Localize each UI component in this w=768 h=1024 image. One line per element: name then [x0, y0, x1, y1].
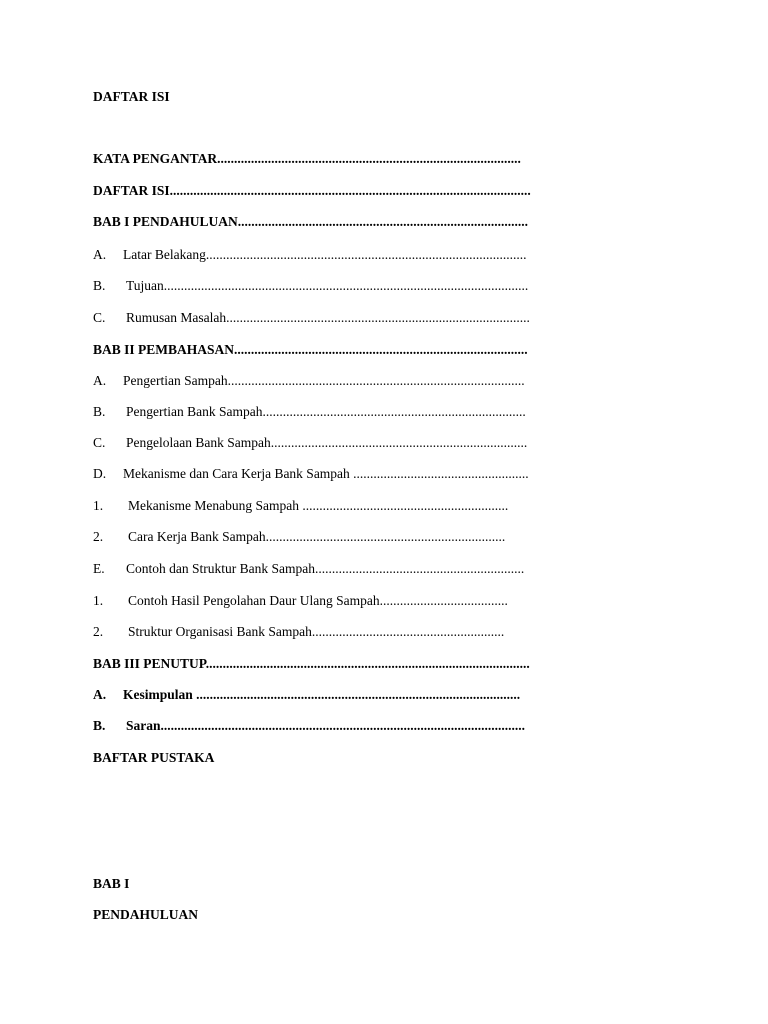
toc-entry-daftar-pustaka: [93, 749, 214, 767]
toc-entry-saran: [93, 717, 525, 735]
toc-entry-latar-belakang: [93, 246, 526, 264]
toc-entry-text: KATA PENGANTAR..........................................................................................: [93, 151, 521, 166]
toc-title: DAFTAR ISI: [93, 89, 170, 104]
chapter-number: BAB I: [93, 876, 130, 891]
toc-entry-text: BAFTAR PUSTAKA: [93, 750, 215, 765]
toc-entry-contoh-hasil-pengolahan: [93, 592, 508, 610]
toc-entry-text: Latar Belakang...............................................................................................: [123, 247, 527, 262]
toc-entry-text: Struktur Organisasi Bank Sampah.........................................................: [128, 624, 505, 639]
toc-entry-text: Pengertian Sampah........................................................................................: [123, 373, 525, 388]
toc-entry-marker: 1.: [93, 498, 104, 513]
toc-entry-bab-2: [93, 341, 528, 359]
toc-entry-marker: C.: [93, 435, 106, 450]
toc-entry-marker: B.: [93, 718, 106, 733]
toc-entry-text: Cara Kerja Bank Sampah.......................................................................: [128, 529, 506, 544]
toc-entry-cara-kerja-bank-sampah: [93, 528, 505, 546]
toc-entry-marker: B.: [93, 278, 106, 293]
toc-entry-bab-3: [93, 655, 530, 673]
toc-entry-text: Pengertian Bank Sampah..............................................................................: [126, 404, 526, 419]
toc-entry-text: BAB III PENUTUP................................................................................................: [93, 656, 530, 671]
toc-entry-text: Contoh dan Struktur Bank Sampah..............................................................: [126, 561, 525, 576]
toc-entry-struktur-organisasi: [93, 623, 504, 641]
toc-entry-daftar-isi: [93, 182, 531, 200]
toc-entry-mekanisme-cara-kerja: [93, 465, 529, 483]
toc-entry-kata-pengantar: [93, 150, 521, 168]
toc-entry-pengelolaan-bank-sampah: [93, 434, 527, 452]
toc-entry-marker: B.: [93, 404, 106, 419]
toc-entry-text: BAB II PEMBAHASAN.......................................................................................: [93, 342, 528, 357]
toc-entry-text: Mekanisme dan Cara Kerja Bank Sampah ....................................................: [123, 466, 529, 481]
toc-entry-mekanisme-menabung: [93, 497, 508, 515]
toc-entry-text: DAFTAR ISI...........................................................................................................: [93, 183, 531, 198]
toc-entry-marker: 1.: [93, 593, 104, 608]
toc-entry-text: Saran............................................................................................................: [126, 718, 526, 733]
toc-entry-rumusan-masalah: [93, 309, 530, 327]
toc-entry-marker: 2.: [93, 529, 104, 544]
toc-entry-text: Pengelolaan Bank Sampah............................................................................: [126, 435, 528, 450]
toc-entry-bab-1: [93, 213, 528, 231]
toc-entry-text: Kesimpulan ................................................................................................: [123, 687, 521, 702]
toc-entry-text: Tujuan............................................................................................................: [126, 278, 529, 293]
toc-entry-marker: A.: [93, 687, 107, 702]
toc-entry-marker: 2.: [93, 624, 104, 639]
toc-entry-text: Mekanisme Menabung Sampah .............................................................: [128, 498, 509, 513]
toc-entry-marker: E.: [93, 561, 105, 576]
toc-entry-text: BAB I PENDAHULUAN......................................................................................: [93, 214, 529, 229]
toc-entry-tujuan: [93, 277, 528, 295]
toc-entry-marker: D.: [93, 466, 107, 481]
toc-entry-contoh-struktur: [93, 560, 524, 578]
toc-entry-pengertian-bank-sampah: [93, 403, 526, 421]
toc-entry-marker: A.: [93, 373, 107, 388]
chapter-title: PENDAHULUAN: [93, 907, 199, 922]
toc-entry-pengertian-sampah: [93, 372, 525, 390]
toc-entry-text: Rumusan Masalah..........................................................................................: [126, 310, 530, 325]
toc-entry-kesimpulan: [93, 686, 520, 704]
toc-entry-marker: A.: [93, 247, 107, 262]
toc-entry-marker: C.: [93, 310, 106, 325]
toc-entry-text: Contoh Hasil Pengolahan Daur Ulang Sampah......................................: [128, 593, 508, 608]
